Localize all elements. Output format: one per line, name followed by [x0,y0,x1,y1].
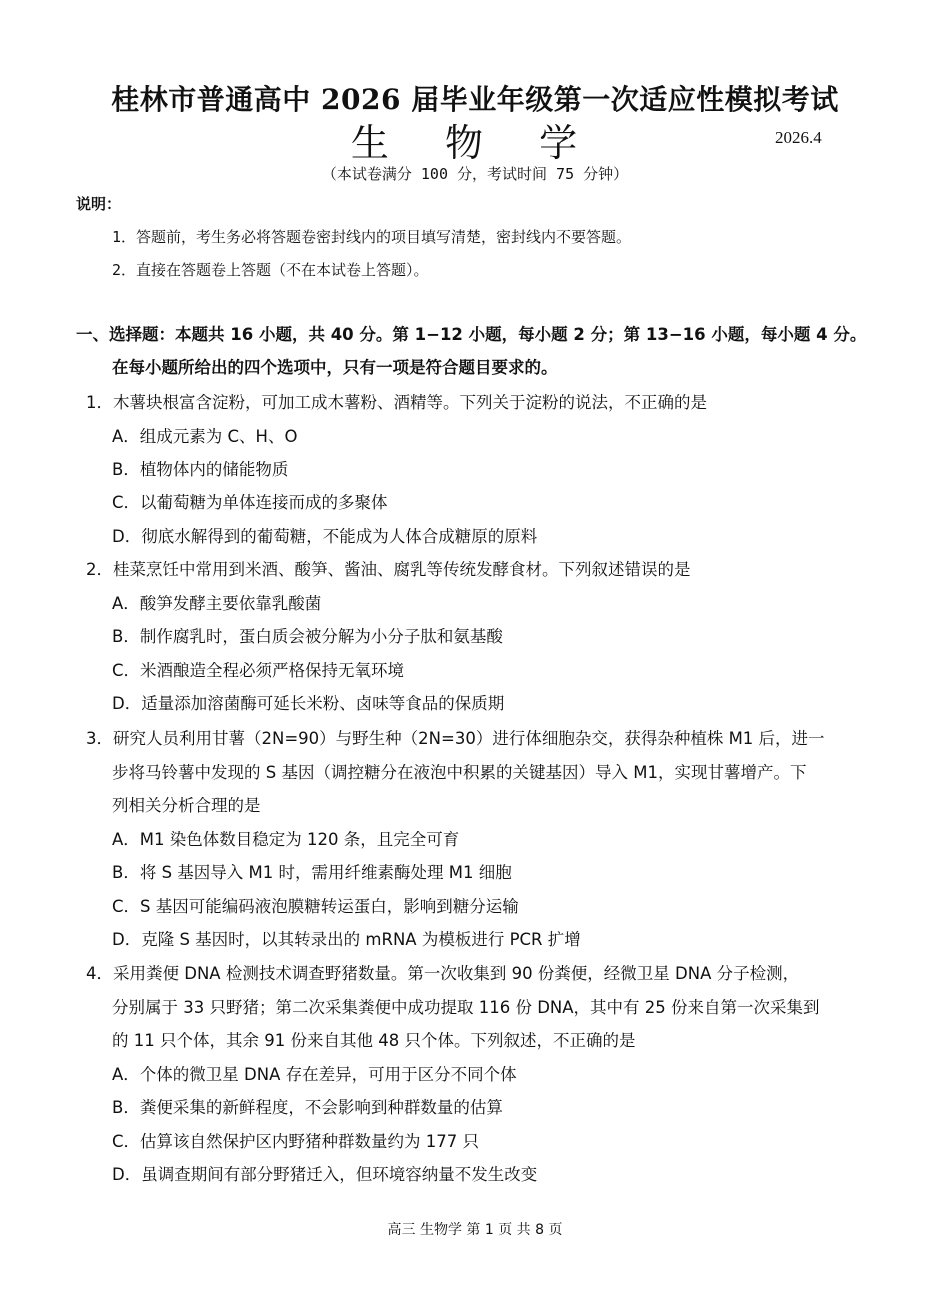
question-2-option-d: D．适量添加溶菌酶可延长米粉、卤味等食品的保质期 [112,694,505,713]
section-heading: 一、选择题：本题共 16 小题，共 40 分。第 1−12 小题，每小题 2 分；第 13−16 小题，每小题 4 分。 [76,325,867,344]
page-footer: 高三 生物学 第 1 页 共 8 页 [387,1222,563,1238]
question-3-option-a: A．M1 染色体数目稳定为 120 条，且完全可育 [112,830,460,849]
question-3-stem: 3．研究人员利用甘薯（2N=90）与野生种（2N=30）进行体细胞杂交，获得杂种植株 M1 后，进一 [86,729,825,748]
question-1-option-a: A．组成元素为 C、H、O [112,427,298,446]
question-1-option-d: D．彻底水解得到的葡萄糖，不能成为人体合成糖原的原料 [112,527,538,546]
question-2-option-b: B．制作腐乳时，蛋白质会被分解为小分子肽和氨基酸 [112,627,503,646]
question-4-stem-cont-1: 分别属于 33 只野猪；第二次采集粪便中成功提取 116 份 DNA，其中有 25 份来自第一次采集到 [112,998,820,1017]
question-4-stem-cont-2: 的 11 只个体，其余 91 份来自其他 48 只个体。下列叙述，不正确的是 [112,1031,636,1050]
exam-date: 2026.4 [775,128,822,147]
question-2-option-c: C．米酒酿造全程必须严格保持无氧环境 [112,661,405,680]
question-4-stem: 4．采用粪便 DNA 检测技术调查野猪数量。第一次收集到 90 份粪便，经微卫星 DNA 分子检测， [86,964,800,983]
question-4-option-d: D．虽调查期间有部分野猪迁入，但环境容纳量不发生改变 [112,1165,538,1184]
question-1-option-b: B．植物体内的储能物质 [112,460,289,479]
question-4-option-b: B．粪便采集的新鲜程度，不会影响到种群数量的估算 [112,1098,503,1117]
question-4-option-a: A．个体的微卫星 DNA 存在差异，可用于区分不同个体 [112,1065,517,1084]
question-4-option-c: C．估算该自然保护区内野猪种群数量约为 177 只 [112,1132,480,1151]
section-heading-cont: 在每小题所给出的四个选项中，只有一项是符合题目要求的。 [112,358,558,377]
subject-title: 生 物 学 [350,121,600,165]
question-2-option-a: A．酸笋发酵主要依靠乳酸菌 [112,594,322,613]
question-3-option-b: B．将 S 基因导入 M1 时，需用纤维素酶处理 M1 细胞 [112,863,512,882]
question-1-stem: 1．木薯块根富含淀粉，可加工成木薯粉、酒精等。下列关于淀粉的说法，不正确的是 [86,393,707,412]
exam-note: （本试卷满分 100 分，考试时间 75 分钟） [321,165,629,183]
question-3-stem-cont-1: 步将马铃薯中发现的 S 基因（调控糖分在液泡中积累的关键基因）导入 M1，实现甘薯增产。下 [112,763,807,782]
question-3-option-c: C．S 基因可能编码液泡膜糖转运蛋白，影响到糖分运输 [112,897,519,916]
question-1-option-c: C．以葡萄糖为单体连接而成的多聚体 [112,493,388,512]
instruction-item-2: 2．直接在答题卷上答题（不在本试卷上答题）。 [112,261,429,279]
question-3-option-d: D．克隆 S 基因时，以其转录出的 mRNA 为模板进行 PCR 扩增 [112,930,581,949]
question-2-stem: 2．桂菜烹饪中常用到米酒、酸笋、酱油、腐乳等传统发酵食材。下列叙述错误的是 [86,560,691,579]
question-3-stem-cont-2: 列相关分析合理的是 [112,796,261,815]
exam-title: 桂林市普通高中 2026 届毕业年级第一次适应性模拟考试 [111,83,839,116]
instruction-item-1: 1．答题前，考生务必将答题卷密封线内的项目填写清楚，密封线内不要答题。 [112,228,632,246]
instructions-label: 说明： [76,195,122,213]
